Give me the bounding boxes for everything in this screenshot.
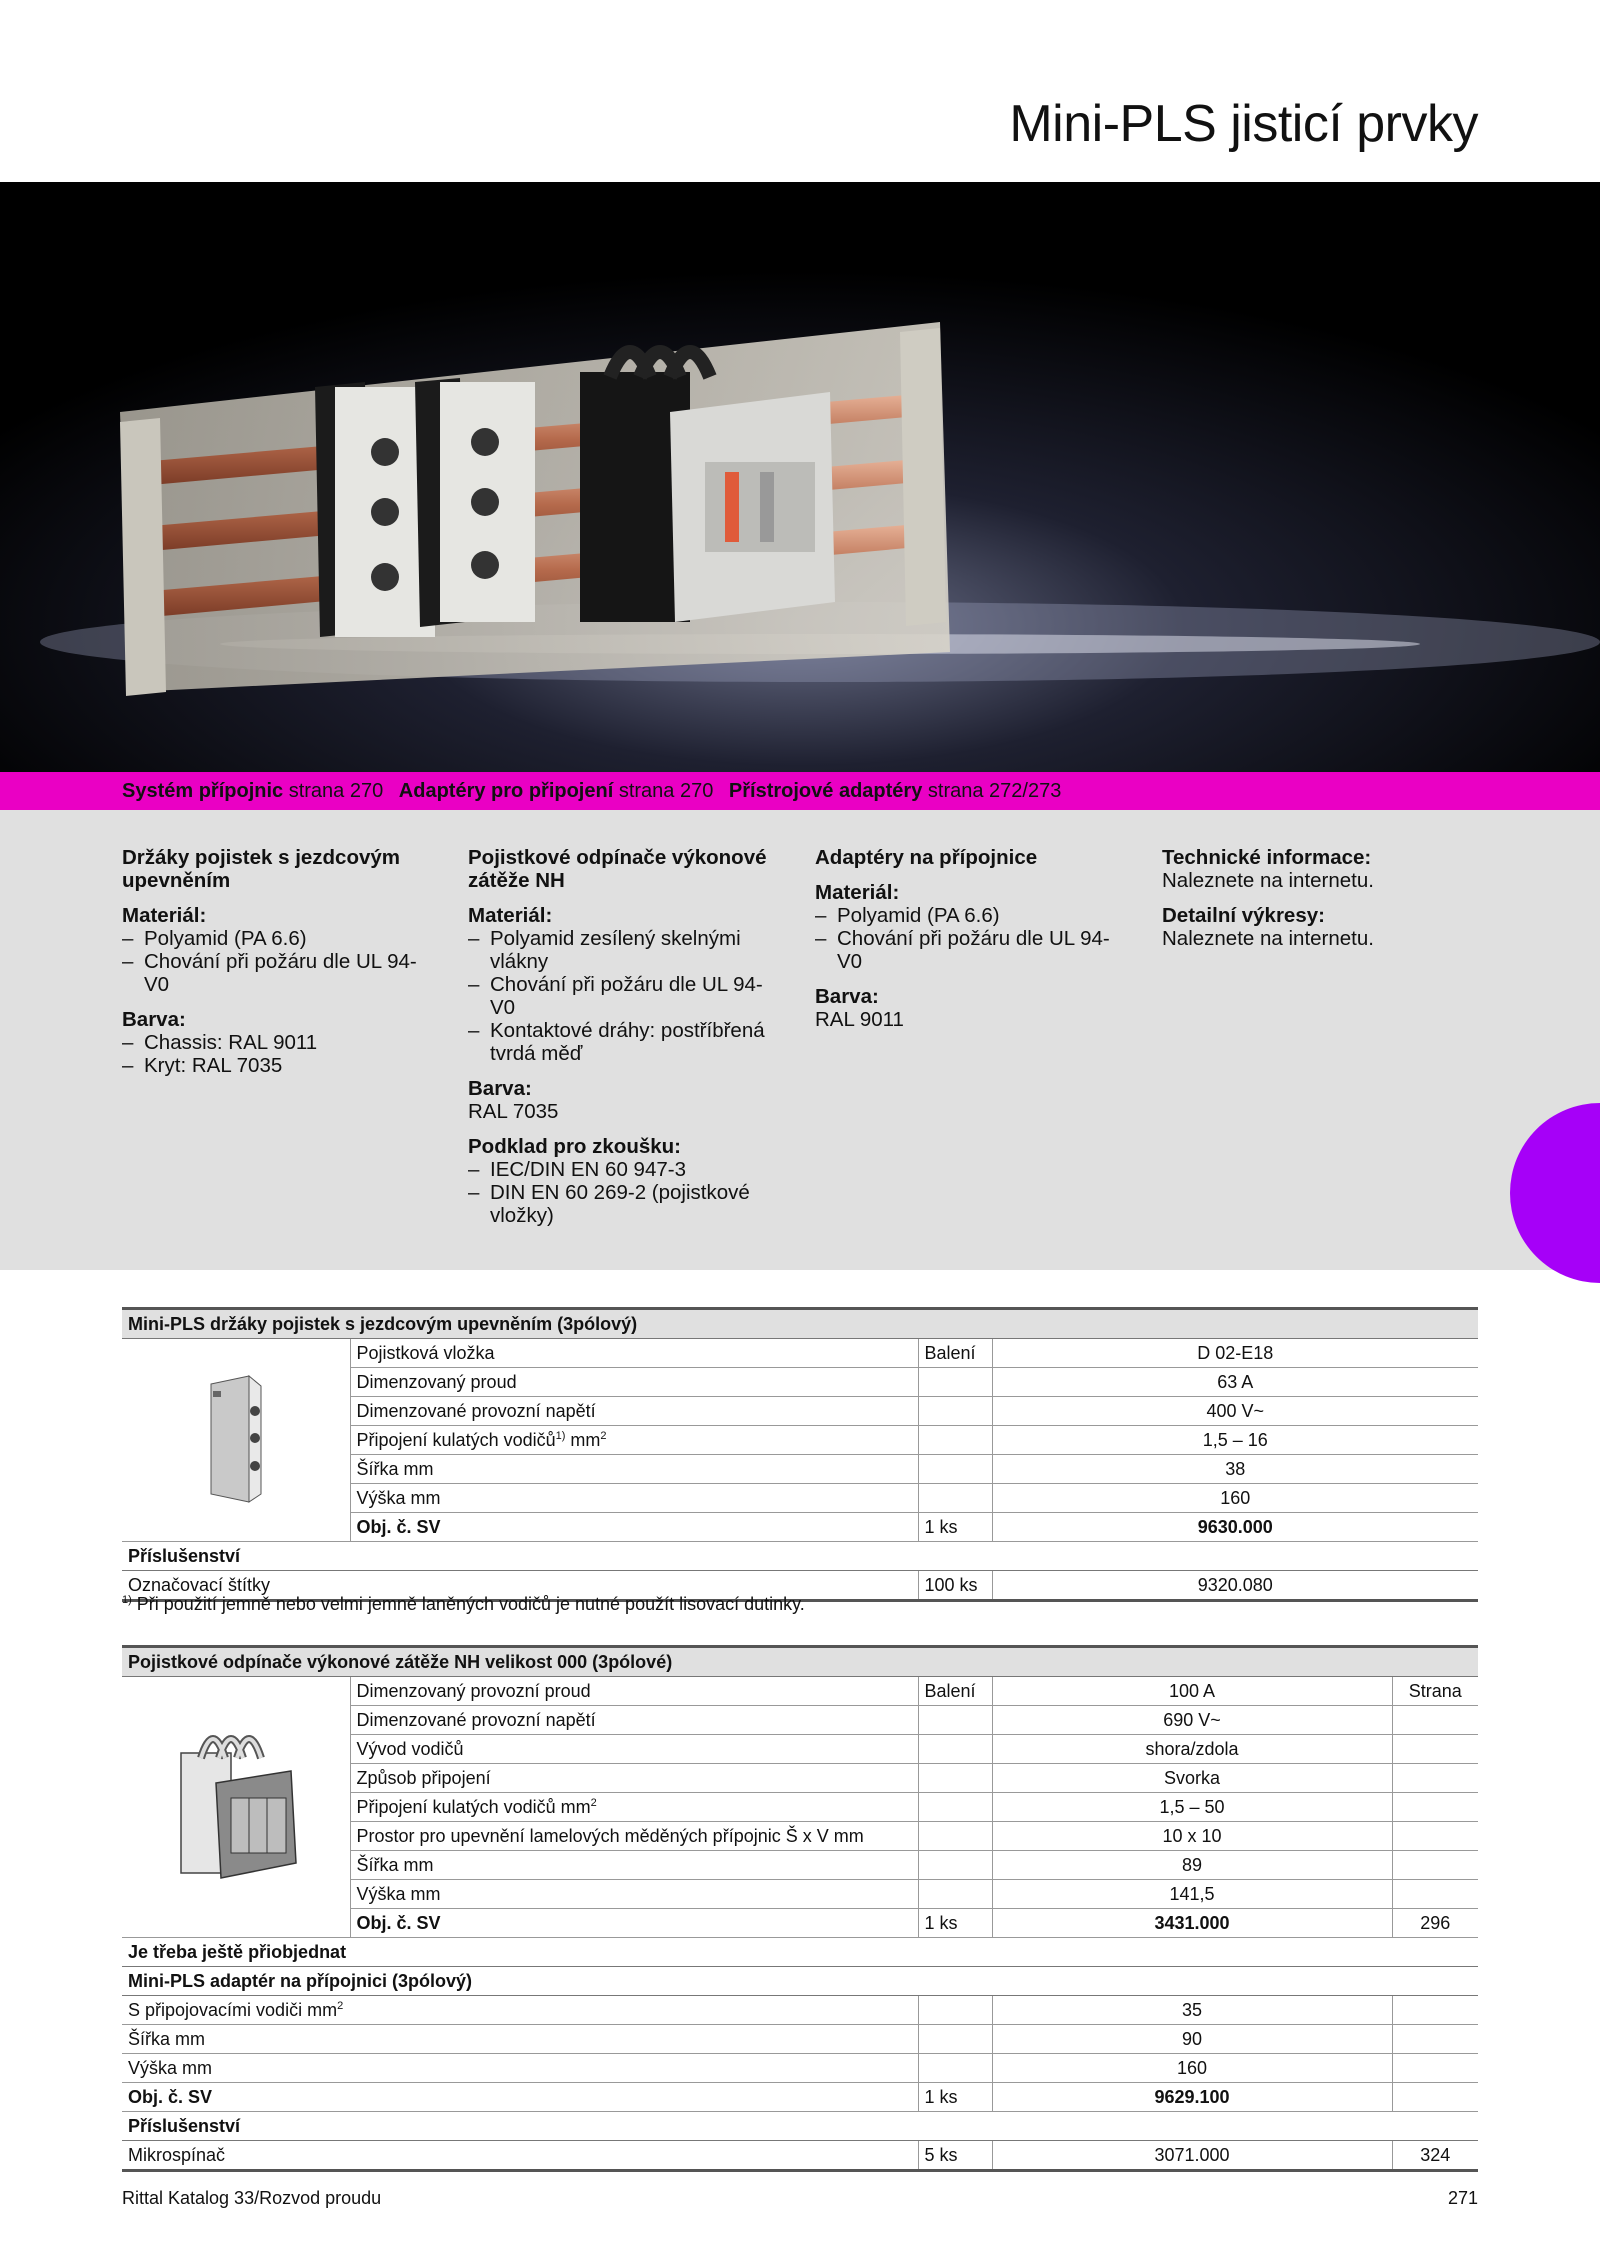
row-pack: 1 ks bbox=[918, 1513, 992, 1542]
row-pack bbox=[918, 1735, 992, 1764]
row-page bbox=[1392, 1822, 1478, 1851]
row-pack bbox=[918, 1368, 992, 1397]
row-label: Výška mm bbox=[122, 2054, 918, 2083]
color-value: RAL 9011 bbox=[815, 1008, 904, 1031]
section-label: Je třeba ještě přiobjednat bbox=[122, 1938, 1478, 1967]
row-page bbox=[1392, 1735, 1478, 1764]
row-label: Dimenzované provozní napětí bbox=[350, 1706, 918, 1735]
banner-link-connection-adapters[interactable]: Adaptéry pro připojení strana 270 bbox=[398, 780, 714, 802]
row-label: Pojistková vložka bbox=[350, 1339, 918, 1368]
row-label: Dimenzovaný proud bbox=[350, 1368, 918, 1397]
material-list bbox=[815, 904, 1125, 973]
table-row bbox=[122, 1996, 1478, 2025]
fuse-holder-product-image bbox=[122, 1339, 350, 1542]
color-value: RAL 7035 bbox=[468, 1100, 559, 1123]
row-pack bbox=[918, 1764, 992, 1793]
row-page bbox=[1392, 1996, 1478, 2025]
row-value: 141,5 bbox=[992, 1880, 1392, 1909]
row-pack bbox=[918, 1880, 992, 1909]
list-item: – Polyamid (PA 6.6) bbox=[815, 904, 1125, 927]
row-value: 90 bbox=[992, 2025, 1392, 2054]
row-page bbox=[1392, 2025, 1478, 2054]
row-pack: 1 ks bbox=[918, 1909, 992, 1938]
row-page bbox=[1392, 1764, 1478, 1793]
row-label: Dimenzovaný provozní proud bbox=[350, 1677, 918, 1706]
material-label: Materiál: bbox=[815, 881, 900, 904]
row-pack bbox=[918, 1996, 992, 2025]
row-value: 100 A bbox=[992, 1677, 1392, 1706]
row-page bbox=[1392, 2054, 1478, 2083]
material-list bbox=[122, 927, 432, 996]
order-number: 9629.100 bbox=[992, 2083, 1392, 2112]
list-item: – Chassis: RAL 9011 bbox=[122, 1031, 432, 1054]
row-label: Šířka mm bbox=[350, 1455, 918, 1484]
section-label: Příslušenství bbox=[122, 1542, 1478, 1571]
list-item: – Kontaktové dráhy: postříbřená tvrdá měď bbox=[468, 1019, 778, 1065]
row-label: Výška mm bbox=[350, 1484, 918, 1513]
row-pack: Balení bbox=[918, 1339, 992, 1368]
row-pack bbox=[918, 1455, 992, 1484]
row-value: 690 V~ bbox=[992, 1706, 1392, 1735]
color-label: Barva: bbox=[815, 985, 879, 1008]
row-label: Obj. č. SV bbox=[122, 2083, 918, 2112]
row-label: Výška mm bbox=[350, 1880, 918, 1909]
list-item: – Chování při požáru dle UL 94-V0 bbox=[815, 927, 1125, 973]
column-heading: Pojistkové odpínače výkonové zátěže NH bbox=[468, 846, 767, 892]
row-value: 35 bbox=[992, 1996, 1392, 2025]
banner-link-device-adapters[interactable]: Přístrojové adaptéry strana 272/273 bbox=[728, 780, 1062, 802]
list-item: – Polyamid zesílený skelnými vlákny bbox=[468, 927, 778, 973]
row-value: 10 x 10 bbox=[992, 1822, 1392, 1851]
order-also-header bbox=[122, 1938, 1478, 1967]
row-label: Mikrospínač bbox=[122, 2141, 918, 2171]
accessories-header bbox=[122, 2112, 1478, 2141]
nh-switch-table bbox=[122, 1645, 1478, 2172]
drawings-label: Detailní výkresy: bbox=[1162, 904, 1325, 927]
info-column-busbar-adapters bbox=[815, 846, 1125, 1031]
tech-info-value[interactable]: Naleznete na internetu. bbox=[1162, 869, 1374, 892]
table-title: Pojistkové odpínače výkonové zátěže NH velikost 000 (3pólové) bbox=[122, 1647, 1478, 1677]
order-number: 3431.000 bbox=[992, 1909, 1392, 1938]
row-page: Strana bbox=[1392, 1677, 1478, 1706]
row-value: shora/zdola bbox=[992, 1735, 1392, 1764]
section-label: Příslušenství bbox=[122, 2112, 1478, 2141]
list-item: – Kryt: RAL 7035 bbox=[122, 1054, 432, 1077]
row-value: 1,5 – 50 bbox=[992, 1793, 1392, 1822]
material-label: Materiál: bbox=[468, 904, 553, 927]
row-value: 38 bbox=[992, 1455, 1478, 1484]
row-page bbox=[1392, 1793, 1478, 1822]
row-value: 9320.080 bbox=[992, 1571, 1478, 1601]
row-pack: 5 ks bbox=[918, 2141, 992, 2171]
row-page bbox=[1392, 1880, 1478, 1909]
column-heading: Adaptéry na přípojnice bbox=[815, 846, 1038, 869]
row-value: 3071.000 bbox=[992, 2141, 1392, 2171]
color-label: Barva: bbox=[468, 1077, 532, 1100]
material-label: Materiál: bbox=[122, 904, 207, 927]
table-row bbox=[122, 1677, 1478, 1706]
list-item: – IEC/DIN EN 60 947-3 bbox=[468, 1158, 778, 1181]
row-label: Označovací štítky bbox=[122, 1571, 918, 1601]
color-list bbox=[122, 1031, 432, 1077]
tech-info-label: Technické informace: bbox=[1162, 846, 1372, 869]
row-label: Obj. č. SV bbox=[350, 1513, 918, 1542]
row-page bbox=[1392, 2083, 1478, 2112]
nh-switch-product-image bbox=[122, 1677, 350, 1938]
row-value: D 02-E18 bbox=[992, 1339, 1478, 1368]
page-title: Mini-PLS jisticí prvky bbox=[1009, 95, 1478, 153]
info-column-nh-switches bbox=[468, 846, 778, 1227]
row-page bbox=[1392, 1706, 1478, 1735]
row-value: 63 A bbox=[992, 1368, 1478, 1397]
row-pack bbox=[918, 1706, 992, 1735]
row-value: 1,5 – 16 bbox=[992, 1426, 1478, 1455]
info-column-technical bbox=[1162, 846, 1472, 950]
row-value: 400 V~ bbox=[992, 1397, 1478, 1426]
row-label: Připojení kulatých vodičů$^{1)}$ $mm^2$ bbox=[350, 1426, 918, 1455]
fuse-holder-table bbox=[122, 1307, 1478, 1602]
footnote: $^{1)}$ Při použití jemně nebo velmi jemně laněných vodičů je nutné použít lisovací dutinky. bbox=[122, 1594, 805, 1614]
test-basis-label: Podklad pro zkoušku: bbox=[468, 1135, 681, 1158]
row-value: 89 bbox=[992, 1851, 1392, 1880]
row-label: S připojovacími vodiči $mm^2$ bbox=[122, 1996, 918, 2025]
row-label: Dimenzované provozní napětí bbox=[350, 1397, 918, 1426]
table-row-order-number bbox=[122, 2083, 1478, 2112]
row-label: Šířka mm bbox=[122, 2025, 918, 2054]
row-value: Svorka bbox=[992, 1764, 1392, 1793]
row-pack bbox=[918, 1426, 992, 1455]
row-pack bbox=[918, 1397, 992, 1426]
color-label: Barva: bbox=[122, 1008, 186, 1031]
row-pack bbox=[918, 1822, 992, 1851]
table-row bbox=[122, 2054, 1478, 2083]
row-pack: 100 ks bbox=[918, 1571, 992, 1601]
table-title: Mini-PLS držáky pojistek s jezdcovým upevněním (3pólový) bbox=[122, 1309, 1478, 1339]
row-label: Prostor pro upevnění lamelových měděných přípojnic Š x V mm bbox=[350, 1822, 918, 1851]
column-heading: Držáky pojistek s jezdcovým upevněním bbox=[122, 846, 401, 892]
hero-product-image bbox=[0, 182, 1600, 772]
info-panel bbox=[0, 810, 1600, 1270]
accessories-header bbox=[122, 1542, 1478, 1571]
list-item: – Chování při požáru dle UL 94-V0 bbox=[122, 950, 432, 996]
drawings-value[interactable]: Naleznete na internetu. bbox=[1162, 927, 1374, 950]
list-item: – Polyamid (PA 6.6) bbox=[122, 927, 432, 950]
row-pack: 1 ks bbox=[918, 2083, 992, 2112]
row-value: 160 bbox=[992, 1484, 1478, 1513]
table-row bbox=[122, 2025, 1478, 2054]
list-item: – DIN EN 60 269-2 (pojistkové vložky) bbox=[468, 1181, 778, 1227]
row-page: 296 bbox=[1392, 1909, 1478, 1938]
row-page bbox=[1392, 1851, 1478, 1880]
section-label: Mini-PLS adaptér na přípojnici (3pólový) bbox=[122, 1967, 1478, 1996]
row-pack bbox=[918, 1793, 992, 1822]
footer-catalog: Rittal Katalog 33/Rozvod proudu bbox=[122, 2188, 382, 2208]
banner-link-busbar-system[interactable]: Systém přípojnic strana 270 bbox=[122, 780, 384, 802]
page-number: 271 bbox=[1447, 2188, 1478, 2208]
row-pack bbox=[918, 2054, 992, 2083]
row-page: 324 bbox=[1392, 2141, 1478, 2171]
row-label: Způsob připojení bbox=[350, 1764, 918, 1793]
row-label: Připojení kulatých vodičů $mm^2$ bbox=[350, 1793, 918, 1822]
list-item: – Chování při požáru dle UL 94-V0 bbox=[468, 973, 778, 1019]
row-label: Vývod vodičů bbox=[350, 1735, 918, 1764]
order-number: 9630.000 bbox=[992, 1513, 1478, 1542]
row-pack bbox=[918, 2025, 992, 2054]
table-row bbox=[122, 1339, 1478, 1368]
table-row bbox=[122, 2141, 1478, 2171]
test-basis-list bbox=[468, 1158, 778, 1227]
related-pages-banner bbox=[0, 772, 1600, 810]
adapter-header bbox=[122, 1967, 1478, 1996]
row-value: 160 bbox=[992, 2054, 1392, 2083]
row-pack: Balení bbox=[918, 1677, 992, 1706]
row-label: Šířka mm bbox=[350, 1851, 918, 1880]
info-column-fuse-holders bbox=[122, 846, 432, 1077]
row-pack bbox=[918, 1484, 992, 1513]
row-label: Obj. č. SV bbox=[350, 1909, 918, 1938]
material-list bbox=[468, 927, 778, 1065]
row-pack bbox=[918, 1851, 992, 1880]
